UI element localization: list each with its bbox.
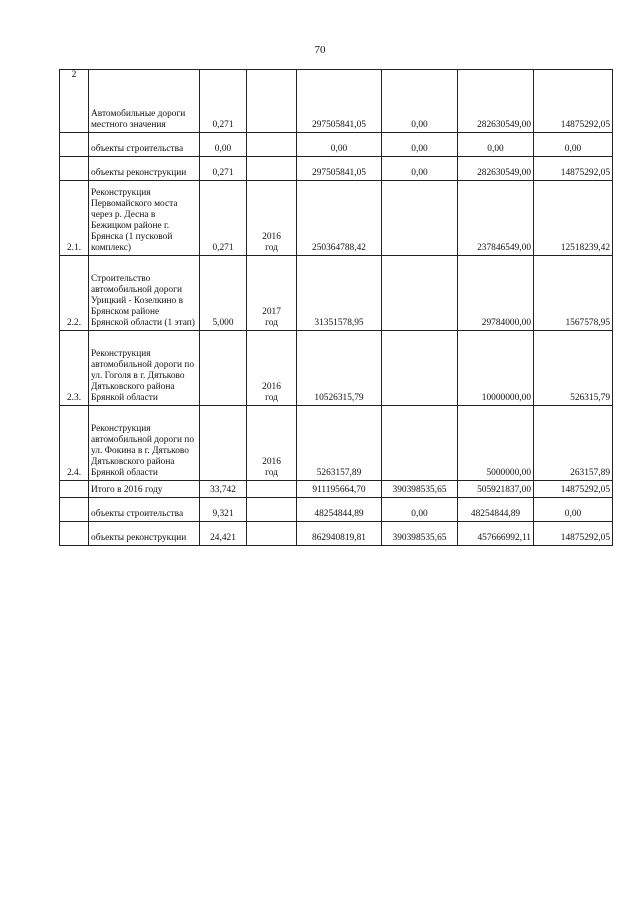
row-total: 911195664,70 [297,481,382,498]
row-length: 9,321 [200,498,247,522]
year-value: 2016 [262,382,281,392]
row-col1: 0,00 [382,157,458,181]
row-name: объекты строительства [89,133,200,157]
row-col1 [382,181,458,256]
year-value: 2017 [262,307,281,317]
row-number: 2.2. [60,256,89,331]
row-total: 10526315,79 [297,331,382,406]
row-length: 0,271 [200,157,247,181]
year-unit: год [265,468,278,478]
row-total: 31351578,95 [297,256,382,331]
row-name: Итого в 2016 году [89,481,200,498]
row-col1: 0,00 [382,70,458,133]
row-length: 0,271 [200,181,247,256]
row-col1 [382,256,458,331]
row-name: объекты строительства [89,498,200,522]
row-col3: 12518239,42 [534,181,613,256]
row-col2: 282630549,00 [458,157,534,181]
row-number: 2.3. [60,331,89,406]
row-col3: 526315,79 [534,331,613,406]
row-col3: 263157,89 [534,406,613,481]
row-total: 48254844,89 [297,498,382,522]
table-row [60,256,613,331]
year-value: 2016 [262,457,281,467]
row-number [60,498,89,522]
row-col1: 390398535,65 [382,522,458,546]
row-name: Реконструкция автомобильной дороги по ул. Фокина в г. Дятьково Дятьковского района Брянкой области [89,406,200,481]
year-unit: год [265,393,278,403]
row-year [247,133,297,157]
row-length [200,406,247,481]
table-row [60,406,613,481]
row-col3: 14875292,05 [534,157,613,181]
row-name: Строительство автомобильной дороги Урицкий - Козелкино в Брянском районе Брянской области (1 этап) [89,256,200,331]
table-row [60,157,613,181]
row-year [247,70,297,133]
year-unit: год [265,318,278,328]
row-length: 24,421 [200,522,247,546]
row-col3: 0,00 [534,498,613,522]
row-col2: 237846549,00 [458,181,534,256]
row-length: 0,271 [200,70,247,133]
row-total: 250364788,42 [297,181,382,256]
row-col3: 14875292,05 [534,70,613,133]
row-year [247,406,297,481]
row-total: 0,00 [297,133,382,157]
row-total: 862940819,81 [297,522,382,546]
row-total: 297505841,05 [297,157,382,181]
row-col2: 5000000,00 [458,406,534,481]
row-col2: 457666992,11 [458,522,534,546]
table-row [60,481,613,498]
row-col2: 0,00 [458,133,534,157]
row-year [247,256,297,331]
row-length: 0,00 [200,133,247,157]
row-number [60,157,89,181]
page-number: 70 [314,44,326,56]
row-year [247,498,297,522]
row-number: 2 [60,70,89,133]
row-name: Реконструкция автомобильной дороги по ул. Гоголя в г. Дятьково Дятьковского района Брянкой области [89,331,200,406]
row-length: 5,000 [200,256,247,331]
row-col1 [382,406,458,481]
row-number [60,133,89,157]
row-col1 [382,331,458,406]
row-number [60,522,89,546]
row-col1: 0,00 [382,133,458,157]
row-length [200,331,247,406]
row-col1: 390398535,65 [382,481,458,498]
row-col2: 48254844,89 [458,498,534,522]
row-number [60,481,89,498]
table-row [60,181,613,256]
table-row [60,70,613,133]
row-name: объекты реконструкции [89,157,200,181]
row-year [247,331,297,406]
row-col3: 0,00 [534,133,613,157]
row-col2: 10000000,00 [458,331,534,406]
row-number: 2.4. [60,406,89,481]
table-row [60,522,613,546]
row-col1: 0,00 [382,498,458,522]
row-total: 5263157,89 [297,406,382,481]
table-row [60,133,613,157]
row-col3: 14875292,05 [534,481,613,498]
year-unit: год [265,243,278,253]
row-col3: 14875292,05 [534,522,613,546]
row-col2: 29784000,00 [458,256,534,331]
row-year [247,481,297,498]
row-name: объекты реконструкции [89,522,200,546]
row-year [247,522,297,546]
row-col3: 1567578,95 [534,256,613,331]
row-number: 2.1. [60,181,89,256]
row-name: Реконструкция Первомайского моста через р. Десна в Бежицком районе г. Брянска (1 пусковой комплекс) [89,181,200,256]
row-col2: 505921837,00 [458,481,534,498]
row-length: 33,742 [200,481,247,498]
budget-table [59,69,613,546]
row-name: Автомобильные дороги местного значения [89,70,200,133]
year-value: 2016 [262,232,281,242]
row-total: 297505841,05 [297,70,382,133]
table-row [60,498,613,522]
row-col2: 282630549,00 [458,70,534,133]
row-year [247,181,297,256]
table-row [60,331,613,406]
row-year [247,157,297,181]
